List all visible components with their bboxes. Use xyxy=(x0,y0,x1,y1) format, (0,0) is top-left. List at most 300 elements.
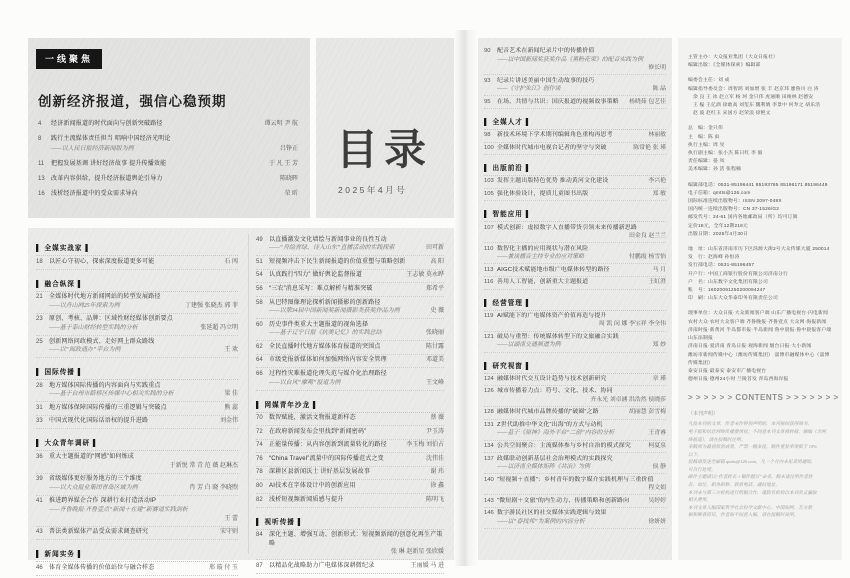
right-page-listing xyxy=(478,38,672,560)
page-number: 103 xyxy=(484,178,494,185)
toc-item-row xyxy=(256,468,444,477)
page-number: 82 xyxy=(256,496,263,503)
toc-item-row xyxy=(256,236,444,245)
author-names: 胡丽慧 彭雪梅 xyxy=(629,409,666,416)
toc-item xyxy=(256,355,444,369)
toc-item xyxy=(36,336,238,358)
author-names: 王虹澄 xyxy=(648,279,666,286)
author-names: 李玉梅 刘伯占 xyxy=(406,442,444,449)
toc-item-authorrow xyxy=(484,320,666,328)
article-title: 省级媒体更好服务地方的三个维度 xyxy=(49,476,143,483)
toc-item-subrow xyxy=(256,307,444,316)
toc-item xyxy=(256,560,444,574)
author-names: 李兴艳 xyxy=(648,178,666,185)
toc-item-row xyxy=(256,482,444,491)
toc-item xyxy=(256,283,444,297)
author-names: 陈甘露 xyxy=(425,343,444,350)
toc-item-authorrow xyxy=(484,232,666,240)
author-names: 林丽敏 xyxy=(648,132,666,139)
section-header: ▌ 融合纵深 ▌ xyxy=(36,277,238,292)
toc-item-subrow xyxy=(484,429,666,437)
toc-item-row xyxy=(256,428,444,437)
toc-item xyxy=(484,453,666,474)
article-title: 在政府新闻发布会里找到“新闻密码” xyxy=(269,428,367,435)
article-title: 践行主流媒体责任担当 唱响中国经济光明论 xyxy=(51,135,171,142)
toc-item-row xyxy=(36,258,238,267)
page-number: 64 xyxy=(256,357,263,364)
page-number: 33 xyxy=(36,418,43,425)
toc-item-row xyxy=(256,271,444,280)
toc-item-row xyxy=(256,455,444,464)
article-title: 配音艺术在新闻纪录片中的传播价值 xyxy=(497,48,595,55)
author-names: 史 薇 xyxy=(430,308,444,315)
page-number: 140 xyxy=(484,476,494,483)
author-names: 张延超 冯立明 xyxy=(200,324,238,331)
toc-item-row xyxy=(38,159,298,169)
page-number: 18 xyxy=(36,258,43,265)
author-names: 齐永光 刘卓涵 洪浩然 侯晓莎 xyxy=(590,396,666,403)
author-names: 邓道美 xyxy=(425,357,444,364)
toc-item-row xyxy=(484,190,666,198)
masthead-line: 执行副主编：张小杰 陈曰红 李 毅 xyxy=(688,151,763,157)
article-title: AI赋能下的广电媒体资产价值再造与提升 xyxy=(497,312,607,319)
toc-item xyxy=(256,467,444,481)
notice-line: 以下。 xyxy=(688,451,702,457)
masthead-line: 定价18元，全年12期216元 xyxy=(688,223,749,229)
page-number: 13 xyxy=(38,176,45,183)
page-number: 49 xyxy=(256,236,263,243)
masthead-line: 美术编辑：孙 活 张程楠 xyxy=(688,167,742,173)
toc-item-row xyxy=(36,564,238,573)
author-names: 郑 敏 xyxy=(652,190,666,197)
page-number: 131 xyxy=(484,421,494,428)
toc-item xyxy=(484,96,666,109)
section-header: ▌ 研究视窗 ▌ xyxy=(484,359,666,374)
toc-item xyxy=(484,474,666,495)
page-number: 62 xyxy=(256,343,263,350)
article-title: 正能量传播：从内容创新到流量转化的路径 xyxy=(269,442,387,449)
toc-item-subrow xyxy=(484,341,666,349)
article-title: 深化主题、增强互动、创新形式：短视频新闻的创意化再生产策略 xyxy=(269,532,443,547)
toc-item-row xyxy=(36,453,238,462)
article-title: 全媒体时代城市电视台记者的坚守与突破 xyxy=(497,144,607,151)
toc-item xyxy=(38,156,298,171)
masthead-block xyxy=(688,125,834,174)
masthead-line: 农村大众·农村大众客户端 齐鲁晚报·齐鲁壹点 大众网·海报新闻 xyxy=(688,319,827,325)
contents-banner: > > > > > > CONTENTS > > > > > > > xyxy=(688,393,839,403)
article-subtitle: ——齐鲁晚报·齐鲁壹点“新闻＋在建”新赛道实践剖析 xyxy=(49,506,188,513)
toc-item-row xyxy=(484,177,666,185)
toc-item xyxy=(484,143,666,156)
section-header: ▌ 全媒实战家 ▌ xyxy=(36,241,238,256)
toc-column-3 xyxy=(484,46,666,529)
toc-item-row xyxy=(484,98,666,106)
toc-item xyxy=(256,256,444,270)
page-number: 4 xyxy=(38,120,42,127)
article-title: 纪录片讲述美丽中国生动故事的技巧 xyxy=(497,77,595,84)
toc-item-authorrow xyxy=(484,484,666,492)
article-subtitle: ——基于泰山财经转型实践的分析 xyxy=(49,324,138,331)
article-title: “短视频＋直播”：乡村青年的数字媒介实践机理与三重价值 xyxy=(497,476,654,483)
toc-item-subrow xyxy=(484,463,666,471)
toc-item-row xyxy=(256,343,444,352)
toc-item xyxy=(256,297,444,319)
toc-item xyxy=(36,451,238,473)
toc-item-row xyxy=(484,497,666,505)
article-title: 融媒体时代交互设计趋势与技术创新研究 xyxy=(497,375,607,382)
toc-item xyxy=(256,413,444,427)
toc-item xyxy=(256,494,444,508)
author-names: 陈晓晖 xyxy=(279,176,298,183)
section-badge: 一线聚焦 xyxy=(36,49,102,69)
toc-item-row xyxy=(38,174,298,184)
toc-title-card xyxy=(316,38,454,218)
toc-item-row xyxy=(36,382,238,391)
article-subtitle: ——以湖南交通频道为例 xyxy=(497,342,561,349)
issue-label: 2025年4月号 xyxy=(338,185,408,195)
article-title: 新技术环境下学术期刊编辑角色重构再思考 xyxy=(497,132,613,139)
page-number: 70 xyxy=(256,415,263,422)
masthead-line: 主管主办：大众报业集团（大众日报社） xyxy=(688,55,778,60)
toc-item-row xyxy=(256,496,444,505)
article-title: 认真践行“四力” 做好舆论监督报道 xyxy=(269,272,363,279)
page-number: 134 xyxy=(484,442,494,449)
author-names: 陈常艳 张 瑾 xyxy=(633,144,666,151)
toc-item xyxy=(36,416,238,430)
toc-item xyxy=(256,270,444,284)
toc-item-subrow xyxy=(256,329,444,338)
article-subtitle: ——以济南全媒体矩阵《共治》为例 xyxy=(497,463,590,470)
article-title: 重大主题报道的“网感”如何炼成 xyxy=(49,454,134,461)
page-number: 119 xyxy=(484,312,494,319)
article-title: 善用人工智能，创新重大主题报道 xyxy=(497,279,589,286)
page-number: 76 xyxy=(256,455,263,462)
toc-item-authorrow xyxy=(484,396,666,404)
article-title: 中国式现代化国际话语权的提升进路 xyxy=(49,418,149,425)
page-number: 56 xyxy=(256,285,263,292)
toc-item-row xyxy=(484,333,666,341)
notice-line: 投稿请发送至邮箱 qmtts@126.com，凡一个月内未见采用通知， xyxy=(688,459,816,465)
toc-item xyxy=(256,530,444,561)
toc-item-row xyxy=(36,404,238,413)
author-names: 王 欢 xyxy=(224,347,238,354)
author-names: 侯 静 xyxy=(652,463,666,470)
toc-item xyxy=(484,374,666,387)
section-header: ▌ 出版前沿 ▌ xyxy=(484,161,666,176)
toc-item xyxy=(38,116,298,131)
toc-item-row xyxy=(38,134,298,144)
article-title: 政媒联动创新基层社会治理模式的实践探究 xyxy=(497,455,613,462)
author-names: 张 琳 赵新星 张欣媛 xyxy=(390,549,444,556)
toc-item xyxy=(484,176,666,189)
article-title: 数字游民社区的社交媒体实践逻辑与效果 xyxy=(497,510,607,517)
article-title: 破局与重塑：传统媒体转型下的文旅融合实践 xyxy=(497,333,619,340)
author-names: 徐 鑫 xyxy=(430,483,444,490)
toc-item xyxy=(484,75,666,96)
article-title: 推进跨界媒企合作 深耕行业打造活动IP xyxy=(49,498,157,505)
toc-item-subrow xyxy=(256,244,444,253)
section-header: ▌ 经营管理 ▌ xyxy=(484,296,666,311)
masthead-block xyxy=(688,182,834,239)
toc-item xyxy=(256,440,444,454)
toc-item-row xyxy=(484,77,666,85)
article-subtitle: ——基于辽宁日报《抗美记忆》的实践总结 xyxy=(269,330,382,337)
toc-item xyxy=(38,187,298,202)
toc-item xyxy=(256,368,444,390)
page-number: 31 xyxy=(36,404,43,411)
notice-line: 据和维普资讯，作者如不同意入编，请在投稿时说明。 xyxy=(688,512,799,518)
author-names: 高 阳 xyxy=(430,258,444,265)
page-number: 110 xyxy=(484,245,494,252)
toc-column-1 xyxy=(36,234,238,571)
page-number: 43 xyxy=(36,529,43,536)
toc-item-authorrow xyxy=(36,515,238,524)
toc-item-row xyxy=(484,266,666,274)
toc-item xyxy=(484,311,666,332)
toc-item xyxy=(484,495,666,508)
toc-item-row xyxy=(484,312,666,320)
notice-line: 邮件主题请以“作者姓名＋稿件题目”命名，稿末请注明作者姓 xyxy=(688,474,813,480)
author-names: 田金良 赵兰兰 xyxy=(629,232,666,239)
page-number: 25 xyxy=(36,338,43,345)
toc-item-row xyxy=(484,408,666,416)
masthead-line: 出版日期：2025年4月30日 xyxy=(688,231,749,237)
masthead-line: 国内统一连续出版物号：CN 37-1526/G2 xyxy=(688,207,780,213)
author-names: 郑希平 xyxy=(425,285,444,292)
article-title: 历史事件类重大主题报道的视角选择 xyxy=(269,321,369,328)
article-title: 浅析经济报道中的受众需求导向 xyxy=(51,191,138,198)
masthead-line: 泰安日报·最泰安 泰安市广播电视台 xyxy=(688,368,767,374)
article-subtitle: ——以台风“摩羯”报道为例 xyxy=(269,379,341,386)
left-page-listing xyxy=(28,228,454,571)
article-subtitle: ——“舟绘青绿、诗入山东”直播活动的实践探索 xyxy=(269,245,395,252)
toc-item xyxy=(484,264,666,277)
toc-item-row xyxy=(36,528,238,537)
page-number: 121 xyxy=(484,333,494,340)
masthead-line: 济南时报·新黄河 半岛都市报·半岛新闻 鲁中晨报·鲁中晨报客户端 山东法制报 xyxy=(688,327,832,342)
author-names: 郑 妙 xyxy=(652,342,666,349)
masthead-line: 发行部电话：0531-85196457 xyxy=(688,263,755,269)
article-title: 模式创新：虚拟数字人直播带货引领未来传播新思路 xyxy=(497,224,638,231)
author-names: 王 蕾 xyxy=(224,515,238,522)
toc-item-subrow xyxy=(36,346,238,355)
toc-item xyxy=(36,314,238,336)
masthead-line: 理事单位：大众日报·大众新闻客户端 山东广播电视台·闪电新闻 xyxy=(688,311,829,317)
page-number: 8 xyxy=(38,135,42,142)
masthead-line: 电子信箱：qmtts@126.com xyxy=(688,190,751,196)
toc-item-subrow xyxy=(256,379,444,388)
toc-item-row xyxy=(484,245,666,253)
toc-item-row xyxy=(36,497,238,506)
section-header: ▌ 大众青年调研 ▌ xyxy=(36,436,238,451)
toc-item xyxy=(484,420,666,441)
masthead-block xyxy=(688,77,834,118)
article-title: 短视频冲击下民生新闻报道的价值重塑与策略创新 xyxy=(269,258,406,265)
author-names: 荣 昕 xyxy=(284,191,298,198)
page-number: 113 xyxy=(484,266,494,273)
page-number: 90 xyxy=(484,48,491,55)
author-names: 田可新 xyxy=(425,245,444,252)
article-title: 从巴特图像理论探析新闻摄影的创新路径 xyxy=(269,299,381,306)
toc-item-row xyxy=(256,321,444,330)
feature-panel xyxy=(28,38,310,218)
author-names: 沈伟佳 xyxy=(425,455,444,462)
masthead-line: 德州日报·德州24小时 兰陵首发 青岛西海岸报 xyxy=(688,377,789,383)
page-number: 105 xyxy=(484,190,494,197)
article-title: 强化体验设计，提质儿童图书出版 xyxy=(497,190,589,197)
notice-line: 本刊文章入编国家哲学社会科学文献中心、中国知网、万方数 xyxy=(688,504,813,510)
article-title: 数智化主播的应用现状与潜在风险 xyxy=(497,245,589,252)
author-names: 邢 璇 付 玉 xyxy=(208,564,238,571)
article-title: 创新网络问政模式、走好网上群众路线 xyxy=(49,338,155,345)
page-number: 124 xyxy=(484,375,494,382)
toc-item-row xyxy=(38,189,298,199)
page-number: 21 xyxy=(36,294,43,301)
toc-item xyxy=(38,172,298,187)
toc-item-row xyxy=(256,299,444,308)
toc-item-row xyxy=(36,315,238,324)
author-names: 陈 晶 xyxy=(652,86,666,92)
author-names: 付鹏霞 杨雪怡 xyxy=(629,253,666,260)
author-names: 陈明飞 xyxy=(425,496,444,503)
toc-item xyxy=(36,380,238,402)
article-title: 经济新闻报道的时代面向与创新突破路径 xyxy=(51,120,163,127)
article-title: 地方媒体国际传播的内容面向与实践重点 xyxy=(49,382,161,389)
masthead-panel xyxy=(678,38,842,560)
masthead-line: 总 编：金只伟 xyxy=(688,126,723,132)
toc-item xyxy=(484,441,666,454)
author-names: 吕铮正 xyxy=(279,145,298,152)
toc-item xyxy=(36,562,238,576)
section-header: ▌ 国际传播 ▌ xyxy=(36,365,238,380)
author-names: 刘金伟 xyxy=(219,418,238,425)
page-number: 100 xyxy=(484,144,494,151)
masthead-line: 王 榀 王亿酒 徐敢高 刘玺东 魏利婧 李景中 何寿之 胡乐浩 xyxy=(688,103,821,109)
notice-line: 相关费用。 xyxy=(688,497,711,503)
author-names: 马 月 xyxy=(652,266,666,273)
article-subtitle: ——《守护朱江》创作谈 xyxy=(497,86,561,92)
masthead-line: 发 行：赵海峰 孙恒涛 xyxy=(688,255,740,261)
article-title: 发挥主题出版特色优势 推动黄河文化建设 xyxy=(497,178,609,185)
section-header: ▌ 智能应用 ▌ xyxy=(484,207,666,222)
article-subtitle: ——基于台州市路桥区传媒中心相关实践的分析 xyxy=(49,391,174,398)
page-number: 95 xyxy=(484,98,491,105)
article-title: 把握发展基调 讲好经济故事 提升传播效能 xyxy=(51,160,167,167)
author-names: 宋守则 xyxy=(219,529,238,536)
notice-line: 来稿须为最初原创成果，严禁一稿多投，稿件重复率须低于 10% xyxy=(688,444,818,450)
masthead-block xyxy=(688,246,834,303)
author-names: 蔡 薇 xyxy=(430,415,444,422)
toc-item xyxy=(256,234,444,256)
article-title: 在场、共情与共识：国庆报道的视频故事策略 xyxy=(497,98,619,105)
author-names: 梁 佳 xyxy=(224,391,238,398)
toc-item xyxy=(36,402,238,416)
page-gutter-shadow xyxy=(454,30,478,566)
article-title: 数智赋能，激活文物报道新样态 xyxy=(269,415,356,422)
author-names: 王志敏 莫永晔 xyxy=(406,272,444,279)
notice-line: 本刊未与第三方机构进行组稿合作，谨防有机构以本刊名义骗取 xyxy=(688,489,817,495)
article-title: 城市传播着力点：符号、文化、技术、协同 xyxy=(497,388,613,395)
toc-item-row xyxy=(36,417,238,426)
toc-item xyxy=(36,496,238,527)
notice-line: 名、单位、职务职称、联系电话、通信地址。 xyxy=(688,482,780,488)
toc-item-row xyxy=(256,531,444,548)
masthead-line: 邮发代号：24-61 国内各地邮政局（所）均可订阅 xyxy=(688,215,798,221)
author-names: 尹玉涛 xyxy=(425,428,444,435)
author-names: 王丽媛 马 进 xyxy=(410,562,444,569)
toc-item-row xyxy=(256,414,444,423)
article-title: 体育全媒体传播的价值站位与融合样态 xyxy=(49,564,155,571)
toc-item xyxy=(484,508,666,529)
section-header: ▌ 网媒青年沙龙 ▌ xyxy=(256,398,444,413)
article-subtitle: ——以第34届中国新闻奖新闻摄影类获奖作品为例 xyxy=(269,308,400,315)
author-names: 肖 芳 白 晓 李晓煦 xyxy=(189,484,238,491)
toc-item xyxy=(484,277,666,290)
toc-item xyxy=(484,189,666,202)
page-number: 146 xyxy=(484,510,494,517)
masthead-line: 地 址：山东省济南市历下区泺源大街2号大众传媒大厦 250014 xyxy=(688,247,830,253)
article-subtitle: ——以“春找邦”为案例的内容分析 xyxy=(497,518,585,525)
author-names: 修长明 xyxy=(648,65,666,71)
notice-line: 电子版和信息网络传播使用权；不同意本刊文章被转载、摘编（含网 xyxy=(688,428,826,434)
masthead-line: 户 名：山东数字文化集团有限公司 xyxy=(688,279,768,285)
article-title: Z世代助推中华文化“出海”的方式与动机 xyxy=(497,421,603,428)
article-title: 全媒体时代地方新闻网站的转型发展路径 xyxy=(49,294,161,301)
toc-item-row xyxy=(256,285,444,294)
feature-item-list xyxy=(38,116,298,202)
article-title: 深耕区县新闻沃土 讲好基层发展故事 xyxy=(269,469,371,476)
toc-item xyxy=(484,243,666,264)
masthead-line: 编辑部电话：0531-85196441 85193765 85196171 85196449 xyxy=(688,182,828,188)
toc-item-row xyxy=(484,144,666,152)
page-number: 46 xyxy=(36,564,43,571)
toc-item xyxy=(36,292,238,314)
article-title: 普法类新媒体产品受众需求调查研究 xyxy=(49,529,149,536)
article-subtitle: ——以舟山网25年探索为例 xyxy=(49,302,120,309)
author-names: 王文峰 xyxy=(425,379,444,386)
toc-item xyxy=(484,222,666,243)
masthead-line: 账 号：16020091250200094247 xyxy=(688,288,766,294)
article-title: 以匠心守初心，探索深度报道更多可能 xyxy=(49,258,155,265)
toc-item-row xyxy=(484,47,666,55)
author-names: 程文娟 xyxy=(648,484,666,491)
page-number: 137 xyxy=(484,455,494,462)
page-number: 58 xyxy=(256,299,263,306)
author-names: 柯夏泉 xyxy=(648,442,666,449)
feature-title: 创新经济报道，强信心稳预期 xyxy=(38,94,227,109)
toc-item-row xyxy=(38,119,298,129)
article-title: 以直播激发文化墙绘与新闻事业的良性互动 xyxy=(269,236,387,243)
masthead-block xyxy=(688,310,834,384)
page-number: 128 xyxy=(484,409,494,416)
author-names: 张晓丽 xyxy=(425,330,444,337)
notice-line: 可自行处理。 xyxy=(688,466,716,472)
page-number: 84 xyxy=(256,532,263,539)
article-title: “China Travel”流量中的国际传播范式之变 xyxy=(269,455,384,462)
article-subtitle: ——以大众报业集团青岛区域为例 xyxy=(49,484,138,491)
toc-item-subrow xyxy=(484,56,666,64)
toc-item-subrow xyxy=(36,506,238,515)
author-names: 谭云明 尹 航 xyxy=(264,120,298,127)
toc-item-row xyxy=(484,421,666,429)
page-number: 11 xyxy=(38,160,45,167)
toc-item xyxy=(256,341,444,355)
article-title: 全民直播时代地方媒体体育报道的突围点 xyxy=(269,343,381,350)
section-header: ▌ 新闻实务 ▌ xyxy=(36,547,238,562)
toc-item-row xyxy=(36,338,238,347)
author-names: 熊 蕊 xyxy=(224,404,238,411)
masthead-line: 编委会主任：刘 成 xyxy=(688,78,730,84)
